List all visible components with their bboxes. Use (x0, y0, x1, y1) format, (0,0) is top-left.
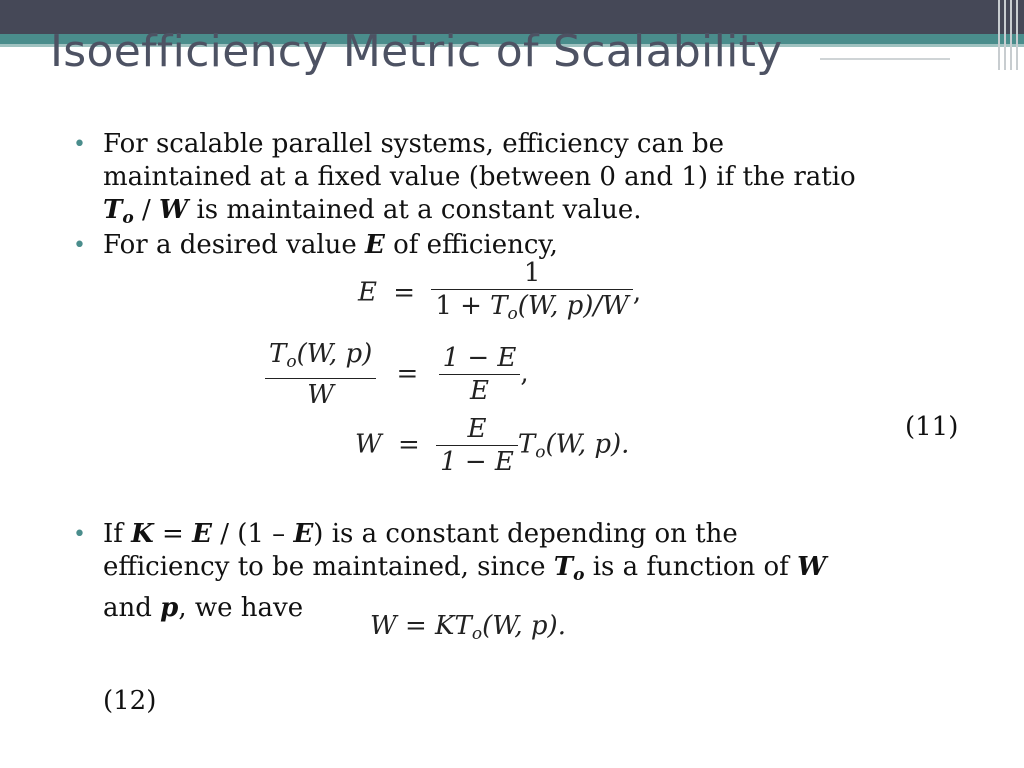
bullet-line-3-tail: is maintained at a constant value. (188, 195, 642, 225)
eq3-T: T (517, 429, 536, 460)
equation-3 (355, 413, 629, 478)
eq2-right-fraction (439, 342, 521, 407)
eq1-den-b: (W, p)/W (517, 291, 629, 321)
bullet-2-tail: of efficiency, (384, 230, 558, 260)
eq2-comma: , (520, 358, 529, 389)
bullet-3-line-2 (103, 551, 983, 592)
var-p: p (160, 593, 179, 623)
eq3-fraction (436, 413, 518, 478)
eq1-denominator (431, 289, 633, 330)
eq1-den-a: 1 + (435, 291, 491, 321)
eq3-numerator: E (467, 414, 487, 444)
equation-number-11: (11) (905, 412, 959, 442)
bullet-dot: • (73, 522, 86, 547)
var-E2: E (293, 519, 314, 549)
bullet-dot: • (73, 132, 86, 157)
eq1-comma: , (632, 277, 642, 308)
eq2-num-T: T (269, 339, 287, 369)
eq3-o: o (535, 442, 546, 463)
bullet-3-line-1 (103, 518, 983, 551)
eq2-left-fraction (265, 338, 376, 411)
var-E1: E (192, 519, 212, 549)
eq3-rest: (W, p). (545, 429, 630, 460)
eq2-num-b: (W, p) (296, 339, 373, 369)
var-W: W (797, 552, 827, 582)
eq3-denominator: 1 − E (436, 445, 518, 478)
var-T: T (103, 195, 123, 225)
b3-p4: ) is a constant depending on the (313, 519, 738, 549)
sub-o: o (573, 565, 585, 585)
eq2-right-denominator: E (439, 374, 521, 407)
var-E: E (365, 230, 385, 260)
bullet-dot: • (73, 233, 86, 258)
eq3-equals: = (398, 429, 420, 460)
slide-title: Isoefficiency Metric of Scalability (50, 26, 783, 77)
equation-number-12: (12) (103, 686, 157, 716)
equation-2 (265, 338, 529, 411)
b3-p3: / (1 – (211, 519, 294, 549)
b3-p7: and (103, 593, 161, 623)
bullet-2-lead: For a desired value (103, 230, 366, 260)
eq2-left-numerator (265, 338, 376, 378)
bullet-scalable-systems (73, 128, 983, 235)
eq1-equals: = (393, 277, 416, 308)
bullet-line-1: For scalable parallel systems, efficiency can be (103, 129, 725, 159)
eq1-lhs: E (358, 277, 377, 308)
eq2-left-denominator: W (265, 378, 376, 411)
equation-4 (370, 611, 566, 644)
eq1-den-T: T (490, 291, 508, 321)
b3-p1: If (103, 519, 132, 549)
corner-stripes (994, 0, 1024, 70)
eq1-numerator: 1 (523, 258, 541, 288)
bullet-constant-K (73, 518, 983, 625)
slash: / (133, 195, 159, 225)
b3-p2: = (153, 519, 193, 549)
eq4-o: o (471, 624, 483, 644)
eq4-rest: (W, p). (482, 611, 566, 641)
eq2-num-o: o (286, 352, 297, 372)
eq4-lhs: W = KT (370, 611, 472, 641)
eq1-den-o: o (507, 304, 518, 324)
eq1-fraction (431, 257, 633, 330)
var-K: K (131, 519, 154, 549)
eq3-lhs: W (355, 429, 382, 460)
b3-p6: is a function of (584, 552, 798, 582)
equation-1 (358, 257, 641, 330)
bullet-line-2: maintained at a fixed value (between 0 and 1) if the ratio (103, 162, 856, 192)
var-W: W (159, 195, 189, 225)
eq2-equals: = (396, 358, 419, 389)
b3-p5: efficiency to be maintained, since (103, 552, 554, 582)
var-T: T (553, 552, 574, 582)
sub-o: o (122, 208, 134, 228)
b3-p8: , we have (178, 593, 304, 623)
eq2-right-numerator: 1 − E (442, 343, 517, 373)
title-rule (820, 58, 950, 60)
